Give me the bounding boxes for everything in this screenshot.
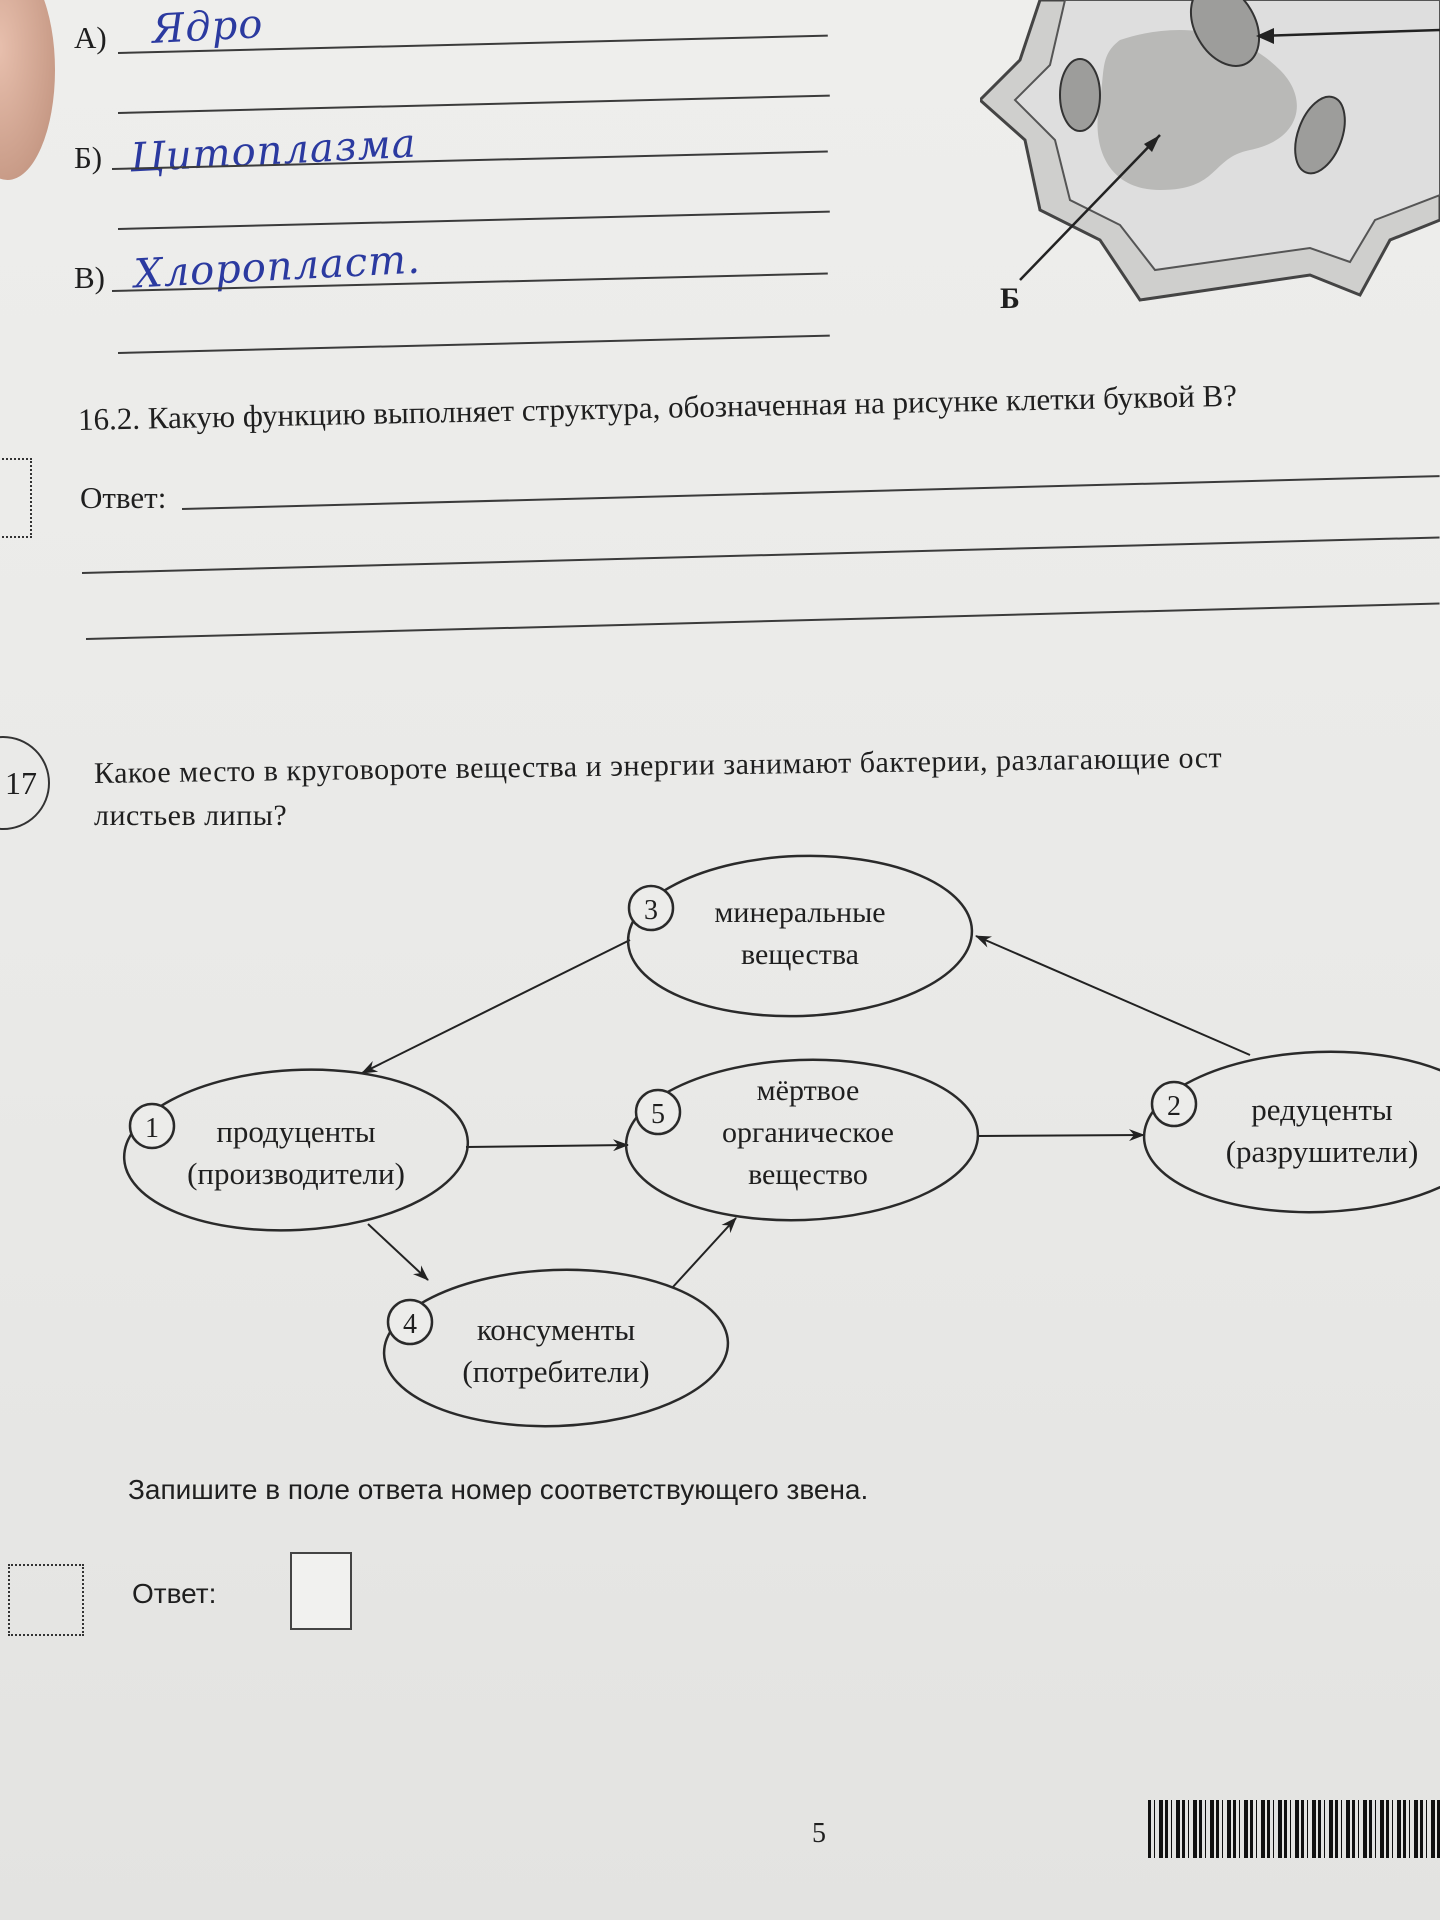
arrow-3-to-1 xyxy=(362,940,630,1073)
check-box-16-2 xyxy=(0,458,32,538)
answer-16-2-line-1[interactable] xyxy=(182,475,1440,510)
question-16-2: 16.2. Какую функцию выполняет структура, обозначенная на рисунке клетки буквой В? xyxy=(77,377,1238,437)
node-1-producers xyxy=(120,1061,472,1239)
answer-c-line-2 xyxy=(118,335,830,354)
plant-cell-figure xyxy=(980,0,1440,320)
answer-16-2-line-2[interactable] xyxy=(82,536,1440,574)
node-1-line-1: продуценты xyxy=(216,1114,376,1149)
node-1-line-2: (производители) xyxy=(187,1156,405,1191)
arrow-1-to-5 xyxy=(466,1145,628,1147)
answer-a-label: А) xyxy=(74,20,107,55)
node-3-mineral-substances xyxy=(625,850,974,1022)
node-3-line-1: минеральные xyxy=(714,896,886,929)
node-2-decomposers xyxy=(1141,1046,1440,1218)
node-1-number: 1 xyxy=(145,1113,159,1144)
node-4-line-2: (потребители) xyxy=(462,1354,650,1389)
answer-a-handwritten: Ядро xyxy=(150,1,265,53)
node-3-line-2: вещества xyxy=(741,938,859,971)
answer-17-box[interactable] xyxy=(290,1552,352,1630)
node-4-number: 4 xyxy=(403,1309,417,1340)
barcode xyxy=(1148,1800,1440,1858)
arrow-1-to-4 xyxy=(368,1224,428,1280)
task-17-number-circle xyxy=(0,736,50,830)
answer-16-2-line-3[interactable] xyxy=(86,603,1440,640)
node-3-number: 3 xyxy=(644,895,658,926)
node-5-line-3: вещество xyxy=(748,1158,868,1191)
figure-label-b: Б xyxy=(1000,282,1020,315)
arrow-5-to-2 xyxy=(978,1135,1144,1136)
answer-17-label: Ответ: xyxy=(132,1578,217,1609)
node-2-number: 2 xyxy=(1167,1091,1181,1122)
task-17-number: 17 xyxy=(5,764,37,801)
answer-16-2-label: Ответ: xyxy=(80,480,167,515)
node-2-line-1: редуценты xyxy=(1251,1092,1393,1127)
arrow-4-to-5 xyxy=(672,1218,736,1288)
node-4-consumers xyxy=(381,1264,730,1432)
arrow-2-to-3 xyxy=(976,936,1250,1055)
answer-b-line-2 xyxy=(118,211,830,230)
node-2-line-2: (разрушители) xyxy=(1225,1134,1419,1169)
answer-a-line-2 xyxy=(118,95,830,114)
node-5-line-2: органическое xyxy=(722,1116,894,1149)
answer-b-handwritten: Цитоплазма xyxy=(128,120,418,182)
cycle-diagram xyxy=(0,840,1440,1440)
task-17-instruction: Запишите в поле ответа номер соответствующего звена. xyxy=(128,1474,869,1505)
finger-shadow xyxy=(0,0,55,180)
node-5-number: 5 xyxy=(651,1099,665,1130)
answer-c-label: В) xyxy=(74,260,105,295)
node-5-dead-organic-matter xyxy=(623,1054,980,1226)
node-4-line-1: консументы xyxy=(476,1312,636,1347)
answer-b-label: Б) xyxy=(74,140,103,175)
question-17-line-2: листьев липы? xyxy=(94,799,288,832)
page-number: 5 xyxy=(812,1818,826,1849)
question-17-line-1: Какое место в круговороте вещества и энергии занимают бактерии, разлагающие ост xyxy=(93,741,1223,790)
node-5-line-1: мёртвое xyxy=(756,1074,860,1107)
answer-c-handwritten: Хлоропласт. xyxy=(132,236,422,298)
check-box-17 xyxy=(8,1564,84,1636)
